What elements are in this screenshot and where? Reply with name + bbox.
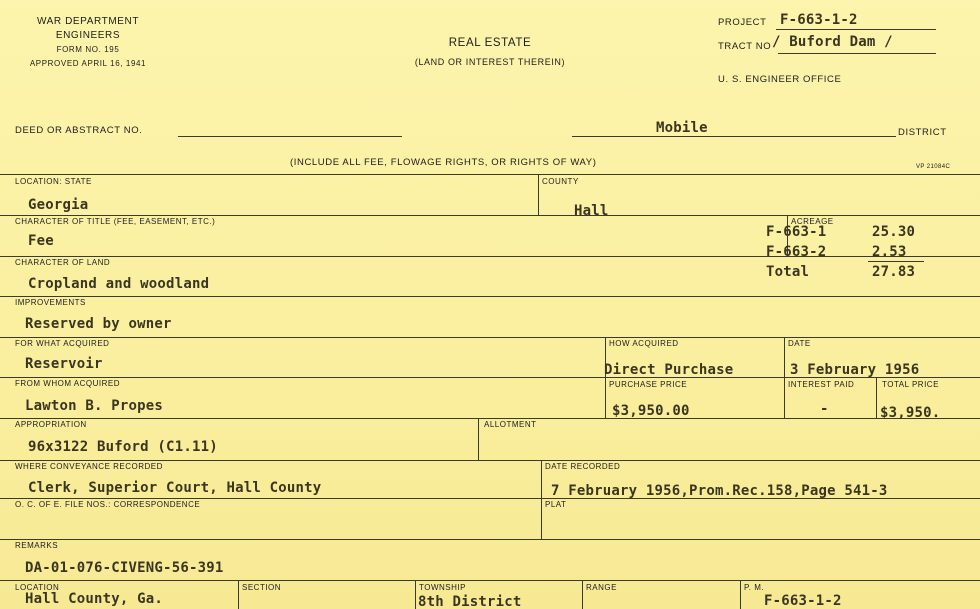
appropriation-value: 96x3122 Buford (C1.11) bbox=[28, 439, 218, 455]
tract-value: / Buford Dam / bbox=[772, 34, 893, 50]
grid-line bbox=[0, 256, 980, 257]
form-subtitle: (LAND OR INTEREST THEREIN) bbox=[414, 57, 566, 67]
grid-line bbox=[0, 418, 980, 419]
dept-line-1: WAR DEPARTMENT bbox=[36, 16, 140, 27]
range-label: RANGE bbox=[586, 583, 617, 592]
engineer-office: U. S. ENGINEER OFFICE bbox=[718, 74, 842, 85]
acreage-tract-2: F-663-2 bbox=[766, 244, 827, 260]
pm-label: P. M. bbox=[744, 583, 765, 592]
county-value: Hall bbox=[574, 203, 609, 219]
form-number: FORM NO. 195 bbox=[56, 45, 120, 54]
where-recorded-label: WHERE CONVEYANCE RECORDED bbox=[15, 462, 163, 471]
for-what-value: Reservoir bbox=[25, 356, 103, 372]
from-whom-value: Lawton B. Propes bbox=[25, 398, 164, 414]
date-recorded-value: 7 February 1956,Prom.Rec.158,Page 541-3 bbox=[551, 483, 888, 499]
acreage-sum-line bbox=[868, 261, 924, 262]
grid-divider bbox=[478, 418, 479, 460]
acreage-total-label: Total bbox=[766, 264, 810, 280]
total-price-value: $3,950. bbox=[880, 405, 941, 421]
remarks-value: DA-01-076-CIVENG-56-391 bbox=[25, 560, 224, 576]
district-label: DISTRICT bbox=[898, 127, 947, 138]
grid-divider bbox=[538, 174, 539, 215]
grid-divider bbox=[876, 377, 877, 418]
project-value: F-663-1-2 bbox=[780, 12, 858, 28]
grid-line bbox=[0, 174, 980, 175]
how-acquired-label: HOW ACQUIRED bbox=[609, 339, 679, 348]
plat-label: PLAT bbox=[545, 500, 567, 509]
tract-label: TRACT NO bbox=[718, 41, 772, 52]
interest-paid-value: - bbox=[820, 401, 829, 417]
from-whom-label: FROM WHOM ACQUIRED bbox=[15, 379, 120, 388]
date-recorded-label: DATE RECORDED bbox=[545, 462, 621, 471]
grid-line bbox=[0, 580, 980, 581]
where-recorded-value: Clerk, Superior Court, Hall County bbox=[28, 480, 322, 496]
deed-label: DEED OR ABSTRACT NO. bbox=[15, 125, 143, 136]
purchase-price-value: $3,950.00 bbox=[612, 403, 690, 419]
include-note: (INCLUDE ALL FEE, FLOWAGE RIGHTS, OR RIGHTS OF WAY) bbox=[290, 157, 597, 168]
project-label: PROJECT bbox=[718, 17, 767, 28]
section-label: SECTION bbox=[242, 583, 282, 592]
tract-underline bbox=[778, 53, 936, 54]
title-character-label: CHARACTER OF TITLE (FEE, EASEMENT, ETC.) bbox=[15, 217, 216, 226]
grid-line bbox=[0, 337, 980, 338]
oce-file-label: O. C. OF E. FILE NOS.: CORRESPONDENCE bbox=[15, 500, 201, 509]
total-price-label: TOTAL PRICE bbox=[882, 380, 939, 389]
township-value: 8th District bbox=[418, 594, 522, 609]
grid-line bbox=[0, 539, 980, 540]
grid-divider bbox=[238, 580, 239, 609]
location-value: Hall County, Ga. bbox=[25, 591, 164, 607]
grid-divider bbox=[541, 460, 542, 539]
improvements-label: IMPROVEMENTS bbox=[15, 298, 86, 307]
land-character-value: Cropland and woodland bbox=[28, 276, 210, 292]
improvements-value: Reserved by owner bbox=[25, 316, 172, 332]
land-character-label: CHARACTER OF LAND bbox=[15, 258, 111, 267]
grid-divider bbox=[784, 337, 785, 418]
for-what-label: FOR WHAT ACQUIRED bbox=[15, 339, 110, 348]
project-underline bbox=[776, 29, 936, 30]
dept-line-2: ENGINEERS bbox=[55, 30, 121, 41]
remarks-label: REMARKS bbox=[15, 541, 59, 550]
allotment-label: ALLOTMENT bbox=[484, 420, 537, 429]
location-state-value: Georgia bbox=[28, 197, 89, 213]
pm-value: F-663-1-2 bbox=[764, 593, 842, 609]
grid-line bbox=[0, 296, 980, 297]
grid-divider bbox=[740, 580, 741, 609]
township-label: TOWNSHIP bbox=[419, 583, 466, 592]
grid-line bbox=[0, 215, 980, 216]
title-character-value: Fee bbox=[28, 233, 54, 249]
county-label: COUNTY bbox=[542, 177, 579, 186]
appropriation-label: APPROPRIATION bbox=[15, 420, 87, 429]
location-label: LOCATION bbox=[15, 583, 60, 592]
approval-date: APPROVED APRIL 16, 1941 bbox=[29, 59, 147, 68]
print-code: VP 21084C bbox=[916, 164, 951, 170]
department-header bbox=[8, 15, 168, 71]
interest-paid-label: INTEREST PAID bbox=[788, 380, 855, 389]
grid-divider bbox=[582, 580, 583, 609]
date-label: DATE bbox=[788, 339, 811, 348]
acreage-value-2: 2.53 bbox=[872, 244, 907, 260]
acreage-value-1: 25.30 bbox=[872, 224, 916, 240]
acreage-label: ACREAGE bbox=[791, 217, 834, 226]
grid-line bbox=[0, 460, 980, 461]
location-state-label: LOCATION: STATE bbox=[15, 177, 92, 186]
deed-underline bbox=[178, 136, 402, 137]
how-acquired-value: Direct Purchase bbox=[604, 362, 734, 378]
date-value: 3 February 1956 bbox=[790, 362, 920, 378]
district-value: Mobile bbox=[656, 120, 708, 136]
purchase-price-label: PURCHASE PRICE bbox=[609, 380, 688, 389]
grid-divider bbox=[415, 580, 416, 609]
acreage-total-value: 27.83 bbox=[872, 264, 916, 280]
district-underline bbox=[572, 136, 896, 137]
form-title: REAL ESTATE bbox=[448, 37, 532, 49]
acreage-tract-1: F-663-1 bbox=[766, 224, 827, 240]
